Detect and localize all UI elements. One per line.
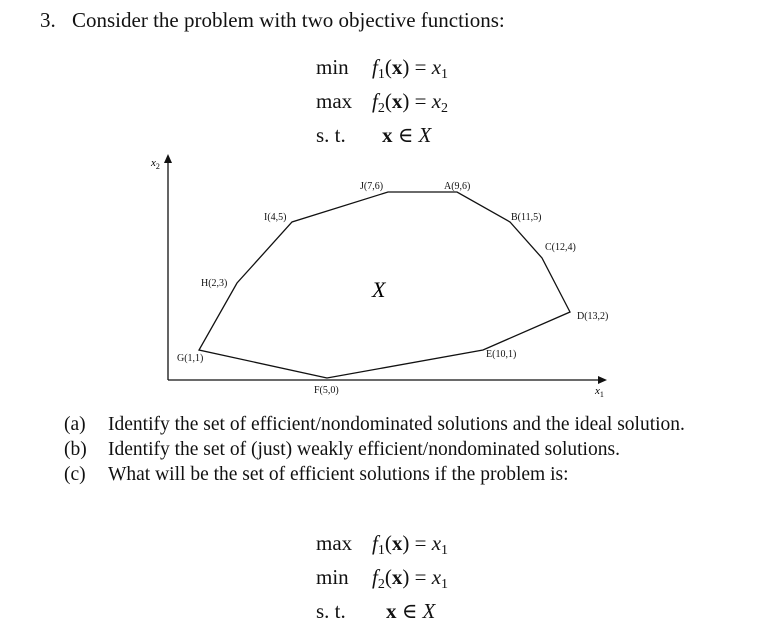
x-axis-label: $x_1$	[595, 385, 604, 399]
question-number: 3.	[40, 8, 56, 32]
vertex-label-j: J(7,6)	[360, 181, 384, 192]
objective-row-2: $\min f_2(x) = x_1$	[316, 565, 449, 592]
question-text: Consider the problem with two objective functions:	[72, 8, 505, 32]
vertex-label-g: G(1,1)	[177, 353, 204, 364]
vertex-label-c: C(12,4)	[545, 242, 576, 253]
region-label: X	[372, 277, 386, 302]
problem-formulation-2	[316, 530, 448, 624]
vertex-label-h: H(2,3)	[201, 278, 228, 289]
question-parts	[64, 412, 730, 487]
constraint-row: s. t. x ∈ X	[316, 599, 436, 623]
vertex-label-a: A(9,6)	[444, 181, 471, 192]
vertex-label-f: F(5,0)	[314, 385, 339, 396]
vertex-label-d: D(13,2)	[577, 311, 609, 322]
vertex-label-b: B(11,5)	[511, 212, 542, 223]
y-axis-label: $x_2$	[151, 157, 160, 171]
vertex-label-i: I(4,5)	[264, 212, 287, 223]
constraint-row: s. t. x ∈ X	[316, 123, 432, 147]
vertex-labels	[177, 181, 608, 396]
vertex-label-e: E(10,1)	[486, 349, 517, 360]
objective-row-2: $\max f_2(x) = x_2$	[316, 89, 449, 116]
y-axis-arrow-icon	[164, 154, 172, 163]
objective-row-1: $\min f_1(x) = x_1$	[316, 55, 449, 82]
objective-row-1: $\max f_1(x) = x_1$	[316, 531, 449, 558]
x-axis-arrow-icon	[598, 376, 607, 384]
part-b: (b) Identify the set of (just) weakly efficient/nondominated solutions.	[64, 439, 620, 460]
part-a: (a) Identify the set of efficient/nondominated solutions and the ideal solution.	[64, 414, 685, 435]
part-c: (c) What will be the set of efficient solutions if the problem is:	[64, 464, 569, 485]
